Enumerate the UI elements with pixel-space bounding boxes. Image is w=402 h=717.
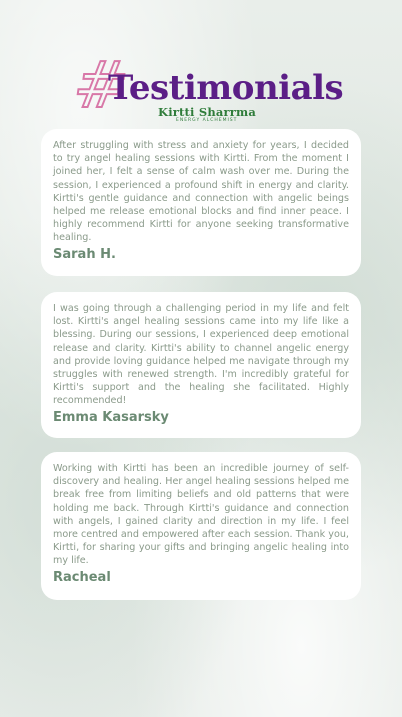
testimonial-card bbox=[41, 129, 361, 276]
testimonial-card bbox=[41, 452, 361, 600]
testimonial-author: Emma Kasarsky bbox=[53, 409, 169, 425]
header bbox=[0, 49, 402, 132]
testimonial-author: Sarah H. bbox=[53, 246, 116, 262]
brand-tagline: ENERGY ALCHEMIST bbox=[176, 118, 238, 123]
page-title: Testimonials bbox=[108, 68, 344, 108]
testimonial-quote: I was going through a challenging period in my life and felt lost. Kirtti's angel healing sessions came into my life like a blessing. During our sessions, I experienced deep emotional release and clarity. Kirtti's ability to channel angelic energy and provide loving guidance helped me navigate through my struggles with renewed strength. I'm incredibly grateful for Kirtti's support and the healing she facilitated. Highly recommended! bbox=[53, 303, 349, 407]
testimonial-quote: Working with Kirtti has been an incredible journey of self-discovery and healing. Her angel healing sessions helped me break free from limiting beliefs and old patterns that were holding me back. Through Kirtti's guidance and connection with angels, I gained clarity and direction in my life. I feel more centred and empowered after each session. Thank you, Kirtti, for sharing your gifts and bringing angelic healing into my life. bbox=[53, 463, 349, 567]
hashtag-symbol: # bbox=[68, 49, 133, 123]
testimonial-card bbox=[41, 292, 361, 438]
brand-name: Kirtti Sharrma bbox=[158, 105, 257, 119]
testimonial-quote: After struggling with stress and anxiety for years, I decided to try angel healing sessions with Kirtti. From the moment I joined her, I felt a sense of calm wash over me. During the session, I experienced a profound shift in energy and clarity. Kirtti's gentle guidance and connection with angelic beings helped me release emotional blocks and find inner peace. I highly recommend Kirtti for anyone seeking transformative healing. bbox=[53, 140, 349, 244]
testimonial-author: Racheal bbox=[53, 569, 111, 585]
